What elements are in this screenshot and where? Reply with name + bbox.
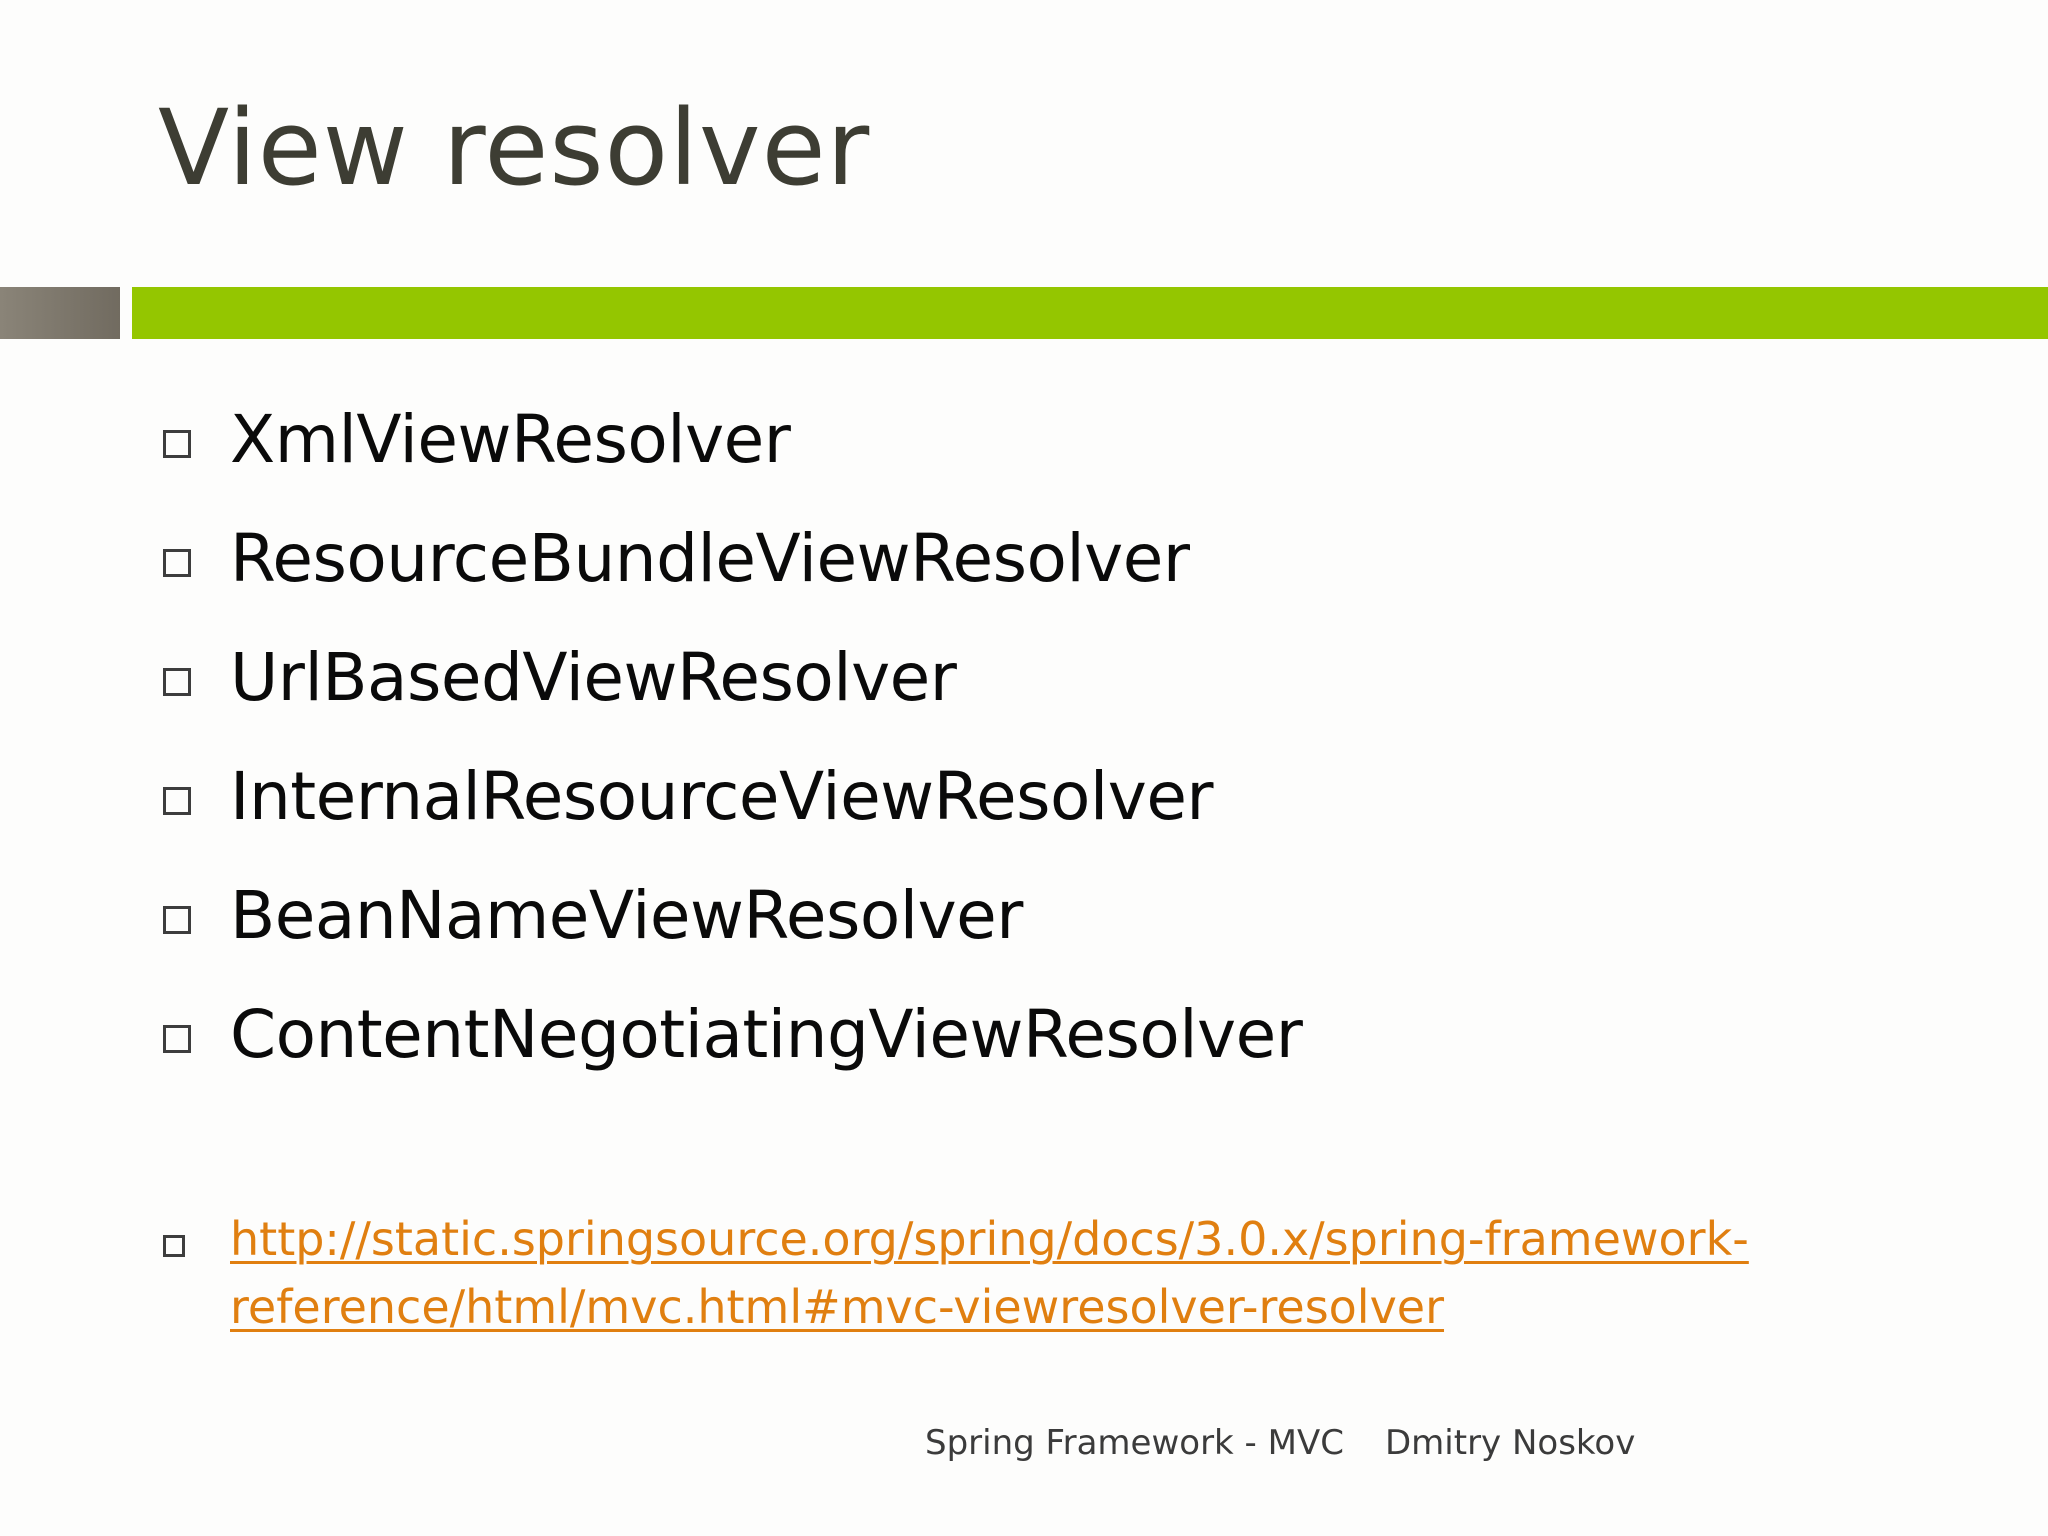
reference-link[interactable] — [230, 1205, 1790, 1341]
accent-bar-gray — [0, 287, 120, 339]
square-bullet-icon — [163, 1025, 191, 1053]
footer-course: Spring Framework - MVC — [925, 1423, 1344, 1463]
bullet-text: XmlViewResolver — [230, 401, 791, 478]
square-bullet-icon — [163, 1235, 185, 1257]
square-bullet-icon — [163, 668, 191, 696]
reference-link-line-1: http://static.springsource.org/spring/docs/3.0.x/spring-framework- — [230, 1212, 1749, 1266]
accent-bar-green — [132, 287, 2048, 339]
bullet-text: UrlBasedViewResolver — [230, 639, 957, 716]
slide-title: View resolver — [158, 87, 871, 209]
square-bullet-icon — [163, 906, 191, 934]
bullet-text: InternalResourceViewResolver — [230, 758, 1214, 835]
bullet-text: ContentNegotiatingViewResolver — [230, 996, 1303, 1073]
bullet-text: BeanNameViewResolver — [230, 877, 1023, 954]
footer-author: Dmitry Noskov — [1385, 1423, 1636, 1463]
square-bullet-icon — [163, 430, 191, 458]
square-bullet-icon — [163, 549, 191, 577]
bullet-text: ResourceBundleViewResolver — [230, 520, 1190, 597]
square-bullet-icon — [163, 787, 191, 815]
reference-link-line-2: reference/html/mvc.html#mvc-viewresolver-resolver — [230, 1280, 1445, 1334]
